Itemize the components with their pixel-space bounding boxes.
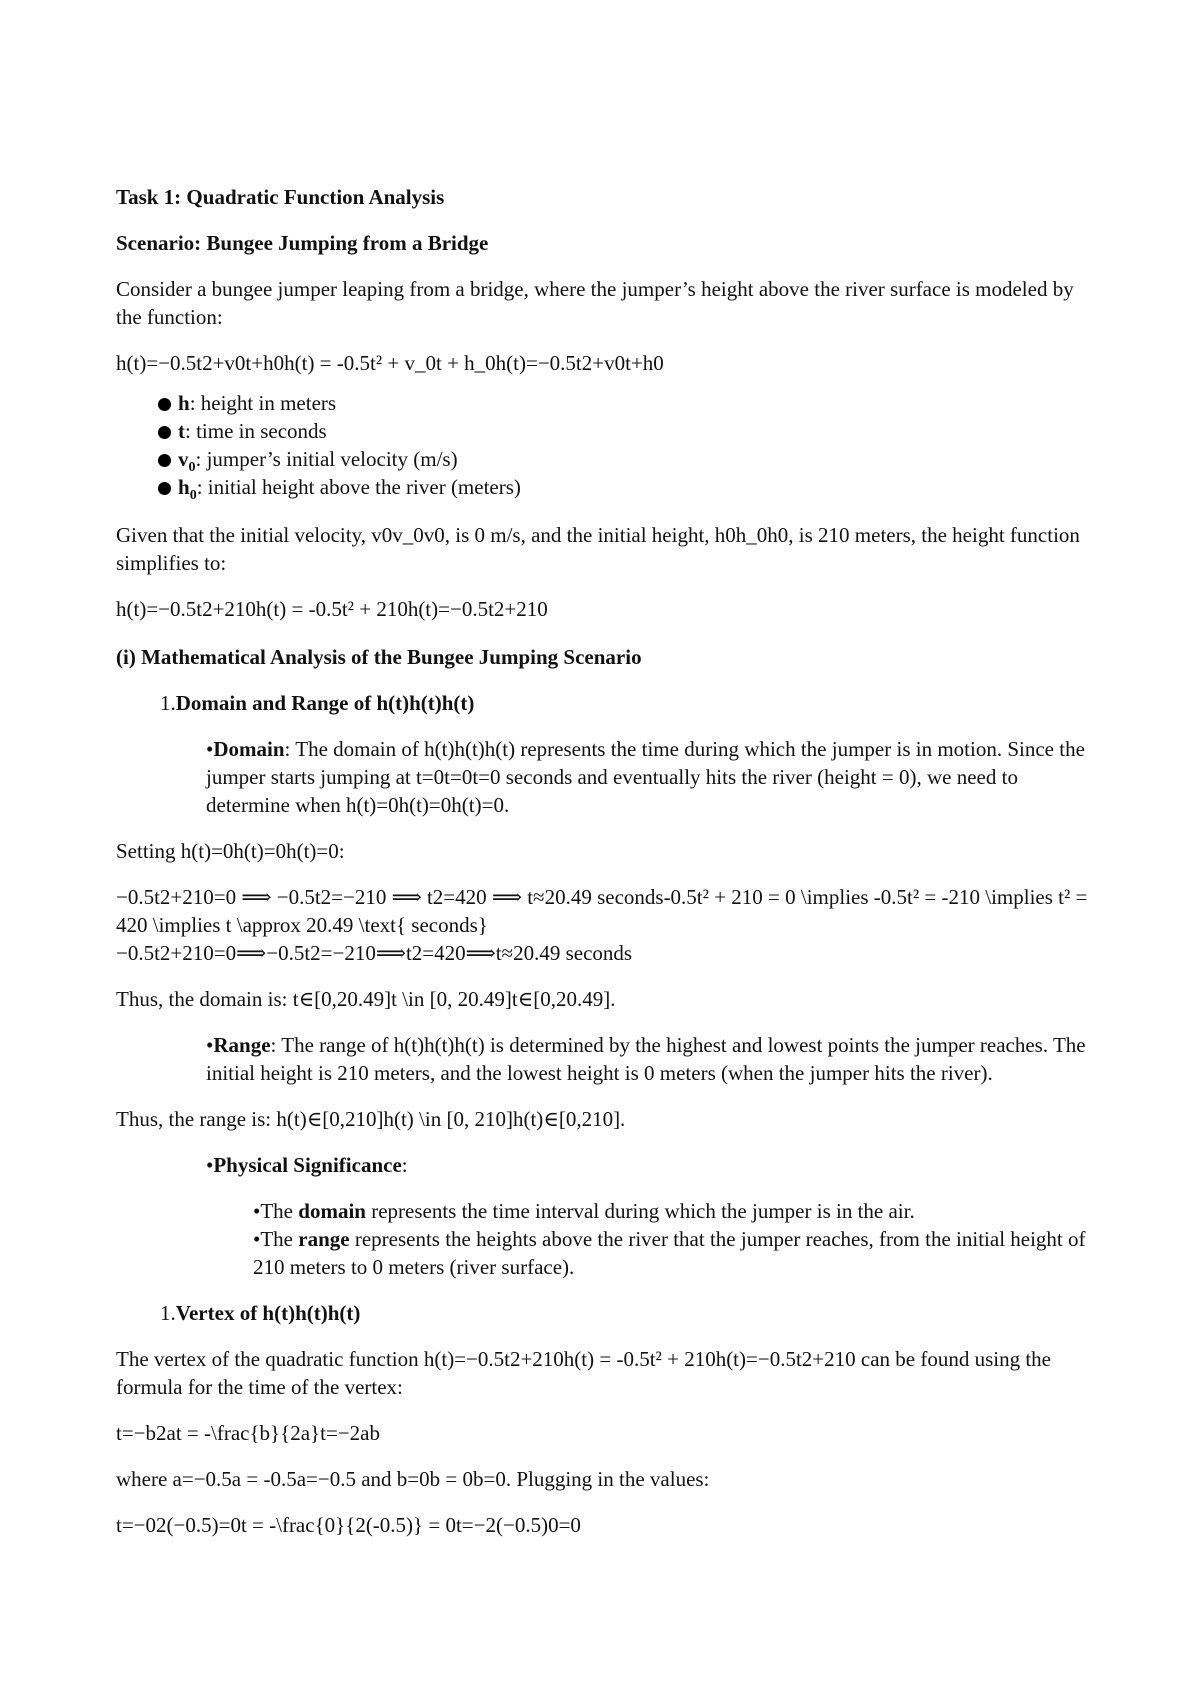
subsection-number: 1. bbox=[160, 1301, 176, 1325]
list-item bbox=[158, 417, 1091, 445]
text: The bbox=[260, 1227, 299, 1251]
subsection-title: Domain and Range of h(t)h(t)h(t) bbox=[175, 691, 475, 715]
list-item bbox=[158, 473, 1091, 504]
scenario-title: Scenario: Bungee Jumping from a Bridge bbox=[116, 231, 489, 255]
physical-range-item: •The range represents the heights above the river that the jumper reaches, from the initial height of 210 meters to 0 meters (river surface). bbox=[253, 1227, 1086, 1279]
colon: : bbox=[401, 1153, 408, 1177]
task-title: Task 1: Quadratic Function Analysis bbox=[116, 185, 445, 209]
vertex-calculation: t=−02(−0.5)=0t = -\frac{0}{2(-0.5)} = 0t=−2(−0.5)0=0 bbox=[116, 1513, 581, 1537]
solve-line: −0.5t2+210=0⟹−0.5t2=−210⟹t2=420⟹t≈20.49 seconds bbox=[116, 941, 633, 965]
variable-symbol: h bbox=[178, 475, 190, 499]
domain-text: : The domain of h(t)h(t)h(t) represents the time during which the jumper is in motion. Since the jumper starts jumping at t=0t=0t=0 seconds and eventually hits the river (height = 0), we need to determine when h(t)=0h(t)=0h(t)=0. bbox=[206, 737, 1085, 817]
variable-description: : time in seconds bbox=[185, 419, 327, 443]
list-item bbox=[158, 389, 1091, 417]
variable-symbol: v bbox=[178, 447, 189, 471]
list-item bbox=[158, 445, 1091, 476]
bullet-icon bbox=[158, 482, 171, 495]
intro-paragraph: Consider a bungee jumper leaping from a bridge, where the jumper’s height above the river surface is modeled by the function: bbox=[116, 277, 1074, 329]
vertex-intro: The vertex of the quadratic function h(t)=−0.5t2+210h(t) = -0.5t² + 210h(t)=−0.5t2+210 can be found using the formula for the time of the vertex: bbox=[116, 1347, 1051, 1399]
domain-result: Thus, the domain is: t∈[0,20.49]t \in [0, 20.49]t∈[0,20.49]. bbox=[116, 987, 616, 1011]
domain-label: Domain bbox=[213, 737, 285, 761]
variable-symbol: h bbox=[178, 391, 190, 415]
bullet-icon bbox=[158, 454, 171, 467]
text: represents the time interval during which the jumper is in the air. bbox=[365, 1199, 915, 1223]
solve-line-latex: −0.5t2+210=0 ⟹ −0.5t2=−210 ⟹ t2=420 ⟹ t≈20.49 seconds-0.5t² + 210 = 0 \implies -0.5t² = -210 \implies t² = 420 \implies t \approx 20.49 \text{ seconds} bbox=[116, 885, 1088, 937]
domain-paragraph: •Domain: The domain of h(t)h(t)h(t) represents the time during which the jumper is in motion. Since the jumper starts jumping at t=0t=0t=0 seconds and eventually hits the river (height = 0), we need to determine when h(t)=0h(t)=0h(t)=0. bbox=[206, 737, 1085, 817]
variable-symbol: t bbox=[178, 419, 185, 443]
emphasis: domain bbox=[298, 1199, 366, 1223]
physical-domain-item: •The domain represents the time interval during which the jumper is in the air. bbox=[253, 1199, 915, 1223]
section-heading: (i) Mathematical Analysis of the Bungee Jumping Scenario bbox=[116, 645, 642, 669]
variable-description: : initial height above the river (meters) bbox=[196, 475, 521, 499]
vertex-formula: t=−b2at = -\frac{b}{2a}t=−2ab bbox=[116, 1421, 380, 1445]
where-line: where a=−0.5a = -0.5a=−0.5 and b=0b = 0b=0. Plugging in the values: bbox=[116, 1467, 710, 1491]
text: The bbox=[260, 1199, 299, 1223]
subsection-number: 1. bbox=[160, 691, 176, 715]
bullet-icon bbox=[158, 426, 171, 439]
range-label: Range bbox=[213, 1033, 271, 1057]
subsection-title: Vertex of h(t)h(t)h(t) bbox=[175, 1301, 361, 1325]
text: represents the heights above the river that the jumper reaches, from the initial height of 210 meters to 0 meters (river surface). bbox=[253, 1227, 1086, 1279]
range-text: : The range of h(t)h(t)h(t) is determined by the highest and lowest points the jumper reaches. The initial height is 210 meters, and the lowest height is 0 meters (when the jumper hits the river). bbox=[206, 1033, 1086, 1085]
subsection-vertex bbox=[160, 1299, 1091, 1327]
subsection-domain-range bbox=[160, 689, 1091, 717]
document-page bbox=[116, 183, 1091, 1539]
height-function-simplified: h(t)=−0.5t2+210h(t) = -0.5t² + 210h(t)=−0.5t2+210 bbox=[116, 597, 548, 621]
variable-subscript: 0 bbox=[189, 488, 197, 504]
bullet-icon bbox=[158, 398, 171, 411]
range-paragraph: •Range: The range of h(t)h(t)h(t) is determined by the highest and lowest points the jumper reaches. The initial height is 210 meters, and the lowest height is 0 meters (when the jumper hits the river). bbox=[206, 1033, 1086, 1085]
range-result: Thus, the range is: h(t)∈[0,210]h(t) \in [0, 210]h(t)∈[0,210]. bbox=[116, 1107, 626, 1131]
physical-label: Physical Significance bbox=[213, 1153, 402, 1177]
variable-description: : height in meters bbox=[189, 391, 337, 415]
setting-line: Setting h(t)=0h(t)=0h(t)=0: bbox=[116, 839, 345, 863]
emphasis: range bbox=[298, 1227, 350, 1251]
variable-list bbox=[158, 389, 1091, 504]
height-function-general: h(t)=−0.5t2+v0t+h0h(t) = -0.5t² + v_0t + h_0h(t)=−0.5t2+v0t+h0 bbox=[116, 351, 664, 375]
variable-description: : jumper’s initial velocity (m/s) bbox=[195, 447, 458, 471]
variable-subscript: 0 bbox=[188, 460, 196, 476]
given-paragraph: Given that the initial velocity, v0v_0v0, is 0 m/s, and the initial height, h0h_0h0, is 210 meters, the height function simplifies to: bbox=[116, 523, 1080, 575]
physical-significance: •Physical Significance: bbox=[206, 1153, 408, 1177]
